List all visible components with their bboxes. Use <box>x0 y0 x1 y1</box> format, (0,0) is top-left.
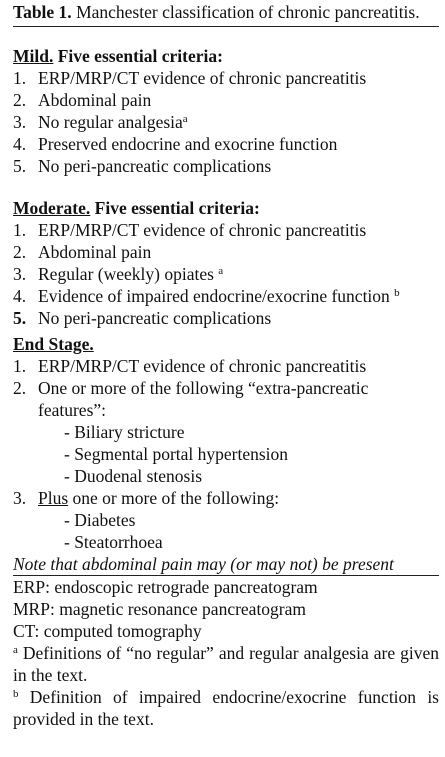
item-text: No regular analgesia <box>38 112 183 132</box>
section-heading-end-stage <box>13 333 439 355</box>
list-item <box>13 241 439 263</box>
item-text: Regular (weekly) opiates <box>38 264 219 284</box>
list-item <box>13 89 439 111</box>
footnote-mark: b <box>394 287 400 299</box>
item-text: One or more of the following “extra-pancreatic features”: <box>38 378 369 420</box>
item-number: 4. <box>13 134 27 154</box>
item-number: 2. <box>13 378 27 398</box>
item-text: No peri-pancreatic complications <box>38 308 272 328</box>
list-item <box>13 307 439 329</box>
mild-criteria-list <box>13 67 439 177</box>
abbreviation-erp: ERP: endoscopic retrograde pancreatogram <box>13 577 318 597</box>
plus-label: Plus <box>38 488 69 508</box>
abdominal-pain-note: Note that abdominal pain may (or may not) be present <box>13 554 394 574</box>
mild-heading-label: Mild. <box>13 46 54 66</box>
sub-item: - Diabetes <box>64 510 136 530</box>
item-text: Preserved endocrine and exocrine function <box>38 134 338 154</box>
abbreviation-mrp: MRP: magnetic resonance pancreatogram <box>13 599 307 619</box>
moderate-heading-label: Moderate. <box>13 198 91 218</box>
section-heading-moderate <box>13 197 439 219</box>
footnote-a <box>13 642 439 686</box>
item-text: Evidence of impaired endocrine/exocrine function <box>38 286 395 306</box>
list-item <box>13 263 439 285</box>
item-number: 3. <box>13 264 27 284</box>
list-item <box>13 355 439 377</box>
list-item <box>13 155 439 177</box>
mild-subheading: Five essential criteria: <box>53 46 223 66</box>
section-mild <box>13 45 439 177</box>
list-item <box>13 487 439 553</box>
plus-conditions-list <box>38 509 439 553</box>
item-number: 5. <box>13 308 27 328</box>
item-number: 1. <box>13 356 27 376</box>
moderate-criteria-list <box>13 219 439 329</box>
footnote-text: Definition of impaired endocrine/exocrine function is provided in the text. <box>13 687 439 729</box>
item-text: ERP/MRP/CT evidence of chronic pancreatitis <box>38 68 367 88</box>
end-stage-criteria-list <box>13 355 439 553</box>
item-number: 4. <box>13 286 27 306</box>
item-number: 5. <box>13 156 27 176</box>
footnote-mark: b <box>13 688 19 700</box>
item-text: ERP/MRP/CT evidence of chronic pancreatitis <box>38 220 367 240</box>
item-text: No peri-pancreatic complications <box>38 156 272 176</box>
item-number: 3. <box>13 112 27 132</box>
item-text: Abdominal pain <box>38 242 152 262</box>
sub-item: - Segmental portal hypertension <box>64 444 289 464</box>
item-number: 1. <box>13 220 27 240</box>
list-item <box>13 111 439 133</box>
sub-item: - Duodenal stenosis <box>64 466 203 486</box>
end-stage-heading-label: End Stage. <box>13 334 94 354</box>
list-item <box>13 285 439 307</box>
table-title: Manchester classification of chronic pancreatitis. <box>71 2 420 22</box>
table-caption <box>13 2 439 23</box>
item-number: 1. <box>13 68 27 88</box>
list-item <box>13 67 439 89</box>
list-item <box>13 377 439 487</box>
footnote-mark: a <box>218 265 224 277</box>
item-number: 2. <box>13 242 27 262</box>
extra-pancreatic-features-list <box>38 421 439 487</box>
item-number: 2. <box>13 90 27 110</box>
item-text: one or more of the following: <box>68 488 280 508</box>
abbreviation-ct: CT: computed tomography <box>13 621 202 641</box>
section-moderate <box>13 197 439 329</box>
footnote-text: Definitions of “no regular” and regular analgesia are given in the text. <box>13 643 439 685</box>
item-number: 3. <box>13 488 27 508</box>
moderate-subheading: Five essential criteria: <box>90 198 260 218</box>
section-heading-mild <box>13 45 439 67</box>
footnote-mark: a <box>13 644 18 656</box>
sub-item: - Biliary stricture <box>64 422 185 442</box>
list-item <box>13 219 439 241</box>
item-text: Abdominal pain <box>38 90 152 110</box>
footnote-b <box>13 686 439 730</box>
item-text: ERP/MRP/CT evidence of chronic pancreatitis <box>38 356 367 376</box>
section-end-stage <box>13 333 439 553</box>
sub-item: - Steatorrhoea <box>64 532 163 552</box>
table-label: Table 1. <box>13 2 72 22</box>
footnote-mark: a <box>182 113 188 125</box>
list-item <box>13 133 439 155</box>
